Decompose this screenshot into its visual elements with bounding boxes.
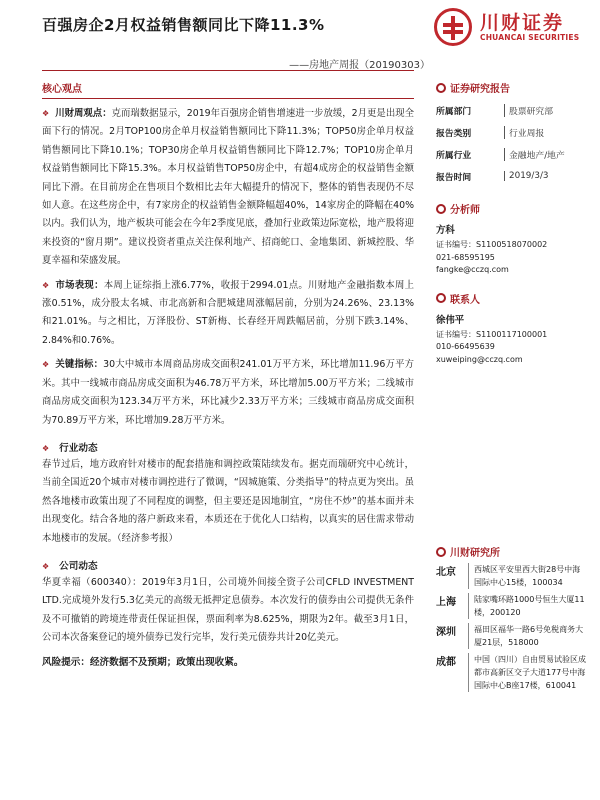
info-row: 报告时间 2019/3/3 [436,171,549,183]
key-indicator-lead: 关键指标： [55,359,104,371]
analyst-name: 方科 [436,225,455,236]
diamond-bullet-icon: ❖ [42,443,50,453]
contact-cert: 证书编号：S1100117100001 [436,329,548,339]
core-heading: 核心观点 [42,80,414,99]
company-logo [434,6,584,50]
key-indicator-text: 30大中城市本周商品房成交面积241.01万平方米，环比增加11.96万平方米。其中一线城市商品房成交面积为46.78万平方米，环比增加5.00万平方米；二线城市商品房成交面积为123.34万平方米，环比减少2.33万平方米；三线城市商品房成交面积为70.89万平方米，环比增加9.28万平方米。 [42,359,415,426]
market-text: 本周上证综指上涨6.77%，收报于2994.01点。川财地产金融指数本周上涨0.51%，成分股太名城、市北高新和合肥城建周涨幅居前，分别为24.26%、23.13%和21.01%。与之相比，万泽股份、ST新梅、长春经开周跌幅居前，分别下跌3.14%、2.84%和0.76%。 [42,279,414,346]
side-column [436,80,586,696]
logo-mark-icon [434,8,472,46]
section-circle-icon [436,204,446,214]
company-text: 华夏幸福（600340）：2019年3月1日，公司境外间接全资子公司CFLD INVESTMENT LTD.完成境外发行5.3亿美元的高级无抵押定息债券。本次发行的债券由公司提供无条件及不可撤销的跨境连带责任保证担保，票面利率为8.625%，期限为2年。截至3月1日，公司本次备案登记的境外债券已发行完毕，发行美元债券共计20亿美元。 [42,576,414,644]
logo-name-cn: 川财证券 [480,12,565,34]
office-item: 上海 陆家嘴环路1000号恒生大厦11楼，200120 [436,595,585,617]
report-subtitle: ——房地产周报（20190303） [289,60,430,71]
report-title: 百强房企2月权益销售额同比下降11.3% [42,16,325,34]
main-column [42,80,414,668]
section-circle-icon [436,547,446,557]
report-info-heading: 证券研究报告 [436,80,586,95]
diamond-bullet-icon: ❖ [42,280,50,290]
header-divider [42,70,414,71]
diamond-bullet-icon: ❖ [42,109,50,118]
risk-text: 经济数据不及预期；政策出现收紧。 [89,656,244,668]
office-item: 深圳 福田区福华一路6号免税商务大厦21层，518000 [436,623,586,649]
institute-heading: 川财研究所 [436,544,586,559]
diamond-bullet-icon: ❖ [42,561,50,571]
analyst-phone: 021-68595195 [436,252,495,262]
contact-heading: 联系人 [436,291,586,306]
office-item: 北京 西城区平安里西大街28号中海国际中心15楼，100034 [436,563,586,589]
info-row: 报告类别 行业周报 [436,121,586,143]
company-heading: ❖ 公司动态 [42,560,98,572]
industry-heading: ❖ 行业动态 [42,442,98,454]
contact-name: 徐伟平 [436,314,465,326]
section-circle-icon [436,83,446,93]
diamond-bullet-icon: ❖ [42,360,50,370]
info-row: 所属部门 股票研究部 [436,99,586,121]
weekly-view-lead: 川财周观点： [55,108,112,119]
office-item: 成都 中国（四川）自由贸易试验区成都市高新区交子大道177号中海国际中心B座17楼，610041 [436,655,586,690]
analyst-cert: 证书编号：S1100518070002 [436,240,548,249]
section-circle-icon [436,293,446,303]
weekly-view-text: 克而瑞数据显示，2019年百强房企销售增速进一步放缓，2月更是出现全面下行的情况。2月TOP100房企单月权益销售额同比下降11.3%；TOP50房企单月权益销售额同比下降10.1%；TOP30房企单月权益销售额同比下降12.7%；TOP10房企单月权益销售额同比下降15.3%。本月权益销售TOP50房企中，有超4成房企的权益销售金额同比下滑。在目前房企在售项目个数相比去年大幅提升的情况下，整体的销售表现仍不尽如人意。在这些房企中，有7家房企的权益销售金额降幅超40%，14家房企的降幅在40%以内。我们认为，地产板块可能会在今年2季度见底，叠加行业政策边际宽松，地产股将迎来投资的“窗月期”。建议投资者重点关注保利地产、招商蛇口、金地集团、新城控股、华夏幸福和荣盛发展。 [42,108,414,267]
market-paragraph [42,277,414,351]
risk-label: 风险提示： [42,656,90,668]
analyst-heading: 分析师 [436,201,586,216]
logo-name-en: CHUANCAI SECURITIES [480,33,580,42]
analyst-email[interactable]: fangke@cczq.com [436,265,509,274]
report-info-table [436,99,586,187]
industry-text: 春节过后，地方政府针对楼市的配套措施和调控政策陆续发布。据克而瑞研究中心统计，当前全国近20个城市对楼市调控进行了微调，“因城施策、分类指导”的特点更为突出。虽然各地楼市政策出现了不同程度的调整，但主要还是因地制宜，“房住不炒”的基本面并未出现变化。结合各地的落户新政来看，本质还在于优化人口结构，以真实的居住需求带动本地楼市的发展。（经济参考报） [42,458,414,544]
key-indicator-paragraph [42,356,414,430]
risk-warning [42,654,414,668]
info-row: 所属行业 金融地产/地产 [436,143,586,165]
contact-email[interactable]: xuweiping@cczq.com [436,354,523,364]
market-lead: 市场表现： [55,279,104,291]
contact-phone: 010-66495639 [436,342,495,351]
weekly-view-paragraph [42,105,414,271]
office-list [436,563,586,692]
